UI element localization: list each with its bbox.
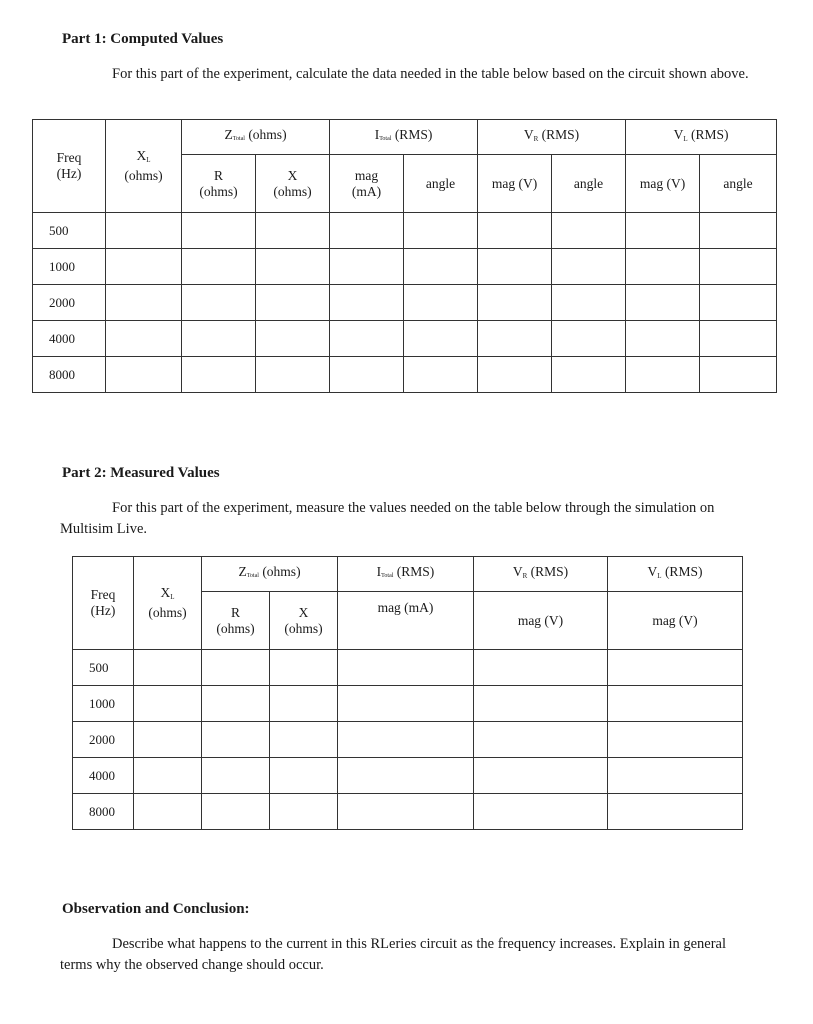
data-entry-cell[interactable]	[552, 249, 626, 285]
freq-cell: 1000	[73, 686, 134, 722]
data-entry-cell[interactable]	[478, 285, 552, 321]
data-entry-cell[interactable]	[134, 722, 202, 758]
ztotal-header: $Z_{Total}$ (ohms)	[182, 120, 330, 155]
data-entry-cell[interactable]	[256, 357, 330, 393]
data-entry-cell[interactable]	[404, 285, 478, 321]
data-entry-cell[interactable]	[626, 285, 700, 321]
data-entry-cell[interactable]	[478, 249, 552, 285]
data-entry-cell[interactable]	[330, 249, 404, 285]
data-entry-cell[interactable]	[106, 285, 182, 321]
data-entry-cell[interactable]	[134, 758, 202, 794]
data-entry-cell[interactable]	[270, 722, 338, 758]
data-entry-cell[interactable]	[700, 285, 777, 321]
conclusion-instructions: Describe what happens to the current in this RLeries circuit as the frequency increases. Explain in general terms why the observed change should occur.	[60, 936, 727, 973]
data-entry-cell[interactable]	[626, 321, 700, 357]
part2-title: Part 2: Measured Values	[62, 465, 220, 481]
table-row	[73, 794, 743, 830]
data-entry-cell[interactable]	[182, 285, 256, 321]
data-entry-cell[interactable]	[552, 285, 626, 321]
data-entry-cell[interactable]	[478, 213, 552, 249]
data-entry-cell[interactable]	[182, 213, 256, 249]
data-entry-cell[interactable]	[404, 249, 478, 285]
data-entry-cell[interactable]	[700, 213, 777, 249]
data-entry-cell[interactable]	[338, 758, 474, 794]
data-entry-cell[interactable]	[700, 357, 777, 393]
vr-header: $V_R$ (RMS)	[474, 557, 608, 592]
data-entry-cell[interactable]	[478, 321, 552, 357]
r-header: R (ohms)	[182, 155, 256, 213]
part1-instructions: For this part of the experiment, calculate the data needed in the table below based on the circuit shown above.	[112, 66, 749, 82]
freq-cell: 1000	[33, 249, 106, 285]
data-entry-cell[interactable]	[182, 321, 256, 357]
part1-title: Part 1: Computed Values	[62, 31, 224, 47]
computed-values-table	[32, 119, 777, 393]
freq-cell: 2000	[73, 722, 134, 758]
table-row	[73, 758, 743, 794]
data-entry-cell[interactable]	[202, 722, 270, 758]
data-entry-cell[interactable]	[270, 686, 338, 722]
vr-mag-header: mag (V)	[478, 155, 552, 213]
data-entry-cell[interactable]	[474, 758, 608, 794]
data-entry-cell[interactable]	[106, 357, 182, 393]
data-entry-cell[interactable]	[202, 686, 270, 722]
itotal-angle-header: angle	[404, 155, 478, 213]
data-entry-cell[interactable]	[270, 650, 338, 686]
data-entry-cell[interactable]	[608, 686, 743, 722]
data-entry-cell[interactable]	[608, 758, 743, 794]
freq-cell: 2000	[33, 285, 106, 321]
data-entry-cell[interactable]	[552, 357, 626, 393]
data-entry-cell[interactable]	[106, 321, 182, 357]
freq-cell: 8000	[73, 794, 134, 830]
data-entry-cell[interactable]	[338, 794, 474, 830]
data-entry-cell[interactable]	[474, 650, 608, 686]
data-entry-cell[interactable]	[474, 794, 608, 830]
data-entry-cell[interactable]	[202, 758, 270, 794]
data-entry-cell[interactable]	[338, 686, 474, 722]
r-header: R (ohms)	[202, 592, 270, 650]
data-entry-cell[interactable]	[608, 650, 743, 686]
table-row	[33, 213, 777, 249]
table-row	[73, 722, 743, 758]
vr-header: $V_R$ (RMS)	[478, 120, 626, 155]
itotal-mag-header: mag (mA)	[330, 155, 404, 213]
vl-mag-header: mag (V)	[626, 155, 700, 213]
data-entry-cell[interactable]	[256, 213, 330, 249]
data-entry-cell[interactable]	[182, 249, 256, 285]
vr-mag-header: mag (V)	[474, 592, 608, 650]
table-row	[33, 321, 777, 357]
vl-header: $V_L$ (RMS)	[626, 120, 777, 155]
data-entry-cell[interactable]	[270, 794, 338, 830]
data-entry-cell[interactable]	[134, 794, 202, 830]
freq-header: Freq (Hz)	[73, 557, 134, 650]
data-entry-cell[interactable]	[404, 357, 478, 393]
freq-cell: 8000	[33, 357, 106, 393]
data-entry-cell[interactable]	[330, 357, 404, 393]
freq-cell: 500	[33, 213, 106, 249]
ztotal-header: $Z_{Total}$ (ohms)	[202, 557, 338, 592]
data-entry-cell[interactable]	[404, 213, 478, 249]
measured-values-table	[72, 556, 743, 830]
vl-mag-header: mag (V)	[608, 592, 743, 650]
data-entry-cell[interactable]	[256, 321, 330, 357]
data-entry-cell[interactable]	[338, 722, 474, 758]
data-entry-cell[interactable]	[552, 213, 626, 249]
table-row	[33, 249, 777, 285]
data-entry-cell[interactable]	[626, 249, 700, 285]
data-entry-cell[interactable]	[106, 213, 182, 249]
freq-cell: 4000	[73, 758, 134, 794]
data-entry-cell[interactable]	[338, 650, 474, 686]
data-entry-cell[interactable]	[270, 758, 338, 794]
data-entry-cell[interactable]	[474, 722, 608, 758]
freq-cell: 500	[73, 650, 134, 686]
data-entry-cell[interactable]	[134, 650, 202, 686]
vl-angle-header: angle	[700, 155, 777, 213]
data-entry-cell[interactable]	[330, 285, 404, 321]
table-row	[73, 686, 743, 722]
data-entry-cell[interactable]	[202, 794, 270, 830]
data-entry-cell[interactable]	[256, 249, 330, 285]
xl-header: $X_L$ (ohms)	[106, 120, 182, 213]
data-entry-cell[interactable]	[700, 249, 777, 285]
data-entry-cell[interactable]	[626, 213, 700, 249]
vr-angle-header: angle	[552, 155, 626, 213]
data-entry-cell[interactable]	[478, 357, 552, 393]
itotal-mag-header: mag (mA)	[338, 592, 474, 650]
xl-header: $X_L$ (ohms)	[134, 557, 202, 650]
vl-header: $V_L$ (RMS)	[608, 557, 743, 592]
x-header: X (ohms)	[256, 155, 330, 213]
data-entry-cell[interactable]	[608, 722, 743, 758]
conclusion-title: Observation and Conclusion:	[62, 901, 250, 917]
data-entry-cell[interactable]	[182, 357, 256, 393]
data-entry-cell[interactable]	[134, 686, 202, 722]
itotal-header: $I_{Total}$ (RMS)	[330, 120, 478, 155]
data-entry-cell[interactable]	[330, 321, 404, 357]
data-entry-cell[interactable]	[202, 650, 270, 686]
data-entry-cell[interactable]	[330, 213, 404, 249]
table-row	[73, 650, 743, 686]
data-entry-cell[interactable]	[700, 321, 777, 357]
x-header: X (ohms)	[270, 592, 338, 650]
data-entry-cell[interactable]	[552, 321, 626, 357]
data-entry-cell[interactable]	[474, 686, 608, 722]
data-entry-cell[interactable]	[404, 321, 478, 357]
itotal-header: $I_{Total}$ (RMS)	[338, 557, 474, 592]
table-row	[33, 357, 777, 393]
table-row	[33, 285, 777, 321]
data-entry-cell[interactable]	[256, 285, 330, 321]
data-entry-cell[interactable]	[626, 357, 700, 393]
freq-cell: 4000	[33, 321, 106, 357]
freq-header: Freq (Hz)	[33, 120, 106, 213]
part2-instructions: For this part of the experiment, measure the values needed on the table below through the simulation on Multisim Live.	[60, 500, 715, 537]
data-entry-cell[interactable]	[106, 249, 182, 285]
data-entry-cell[interactable]	[608, 794, 743, 830]
